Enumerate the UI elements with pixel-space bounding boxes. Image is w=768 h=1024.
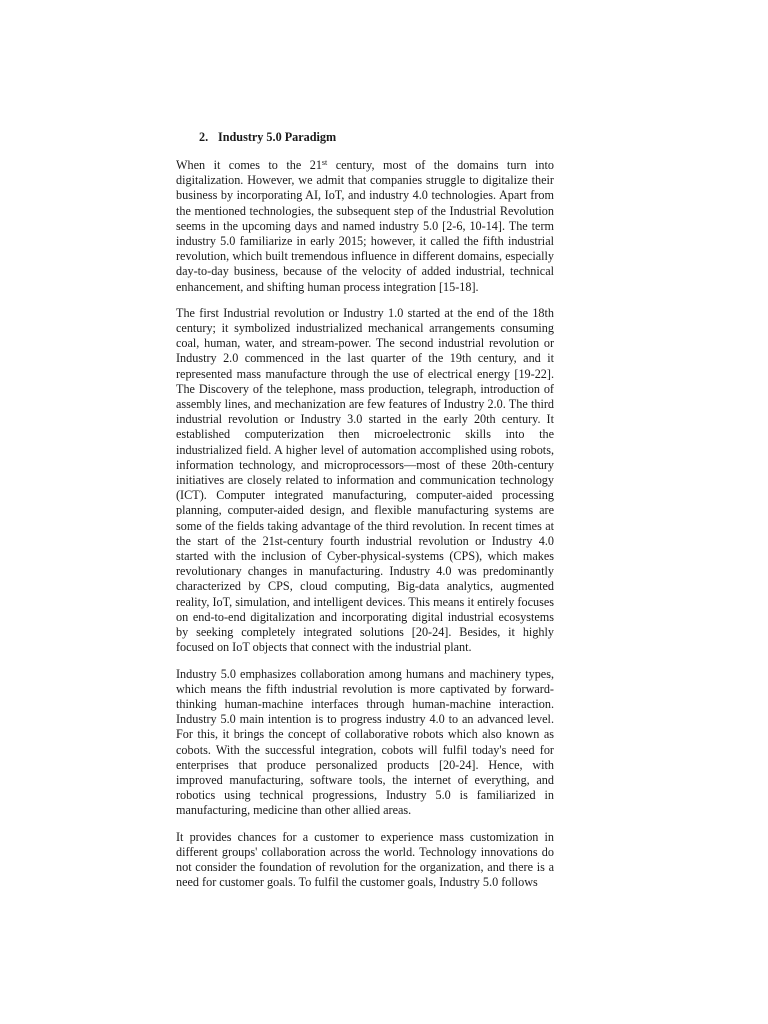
paragraph-1-lead: When it comes to the 21 (176, 158, 322, 172)
paragraph-4: It provides chances for a customer to experience mass customization in different groups' collaboration across the world. Technology innovations do not consider the foundation of revolution for the organization, and there is a need for customer goals. To fulfil the customer goals, Industry 5.0 follows (176, 829, 554, 890)
section-number: 2. (199, 130, 209, 144)
paragraph-3: Industry 5.0 emphasizes collaboration among humans and machinery types, which means the fifth industrial revolution is more captivated by forward-thinking human-machine interfaces through human-machine interaction. Industry 5.0 main intention is to progress industry 4.0 to an advanced level. For this, it brings the concept of collaborative robots which also known as cobots. With the successful integration, cobots will fulfil today's need for enterprises that produce personalized products [20-24]. Hence, with improved manufacturing, software tools, the internet of everything, and robotics using technical progressions, Industry 5.0 is familiarized in manufacturing, medicine than other allied areas. (176, 666, 554, 818)
paragraph-1 (176, 158, 554, 295)
section-title: Industry 5.0 Paradigm (218, 130, 337, 144)
superscript-st: st (321, 158, 328, 167)
paragraph-2: The first Industrial revolution or Industry 1.0 started at the end of the 18th century; it symbolized industrialized mechanical arrangements consuming coal, human, water, and stream-power. The second industrial revolution or Industry 2.0 commenced in the last quarter of the 19th century, and it represented mass manufacture through the use of electrical energy [19-22]. The Discovery of the telephone, mass production, telegraph, introduction of assembly lines, and mechanization are few features of Industry 2.0. The third industrial revolution or Industry 3.0 started in the early 20th century. It established computerization then microelectronic skills into the industrialized field. A higher level of automation accomplished using robots, information technology, and microprocessors—most of these 20th-century initiatives are closely related to information and communication technology (ICT). Computer integrated manufacturing, computer-aided processing planning, computer-aided design, and flexible manufacturing systems are some of the fields taking advantage of the third revolution. In recent times at the start of the 21st-century fourth industrial revolution or Industry 4.0 started with the inclusion of Cyber-physical-systems (CPS), which makes revolutionary changes in manufacturing. Industry 4.0 was predominantly characterized by CPS, cloud computing, Big-data analytics, augmented reality, IoT, simulation, and intelligent devices. This means it entirely focuses on end-to-end digitalization and incorporating digital industrial ecosystems by seeking completely integrated solutions [20-24]. Besides, it highly focused on IoT objects that connect with the industrial plant. (176, 305, 554, 655)
paragraph-1-text: century, most of the domains turn into digitalization. However, we admit that companies struggle to digitalize their business by incorporating AI, IoT, and industry 4.0 technologies. Apart from the mentioned technologies, the subsequent step of the Industrial Revolution seems in the upcoming days and named industry 5.0 [2-6, 10-14]. The term industry 5.0 familiarize in early 2015; however, it called the fifth industrial revolution, which built tremendous influence in different domains, especially day-to-day business, because of the velocity of added industrial, technical enhancement, and shifting human process integration [15-18]. (176, 158, 554, 294)
section-heading (199, 128, 554, 146)
paper-page (176, 128, 554, 901)
